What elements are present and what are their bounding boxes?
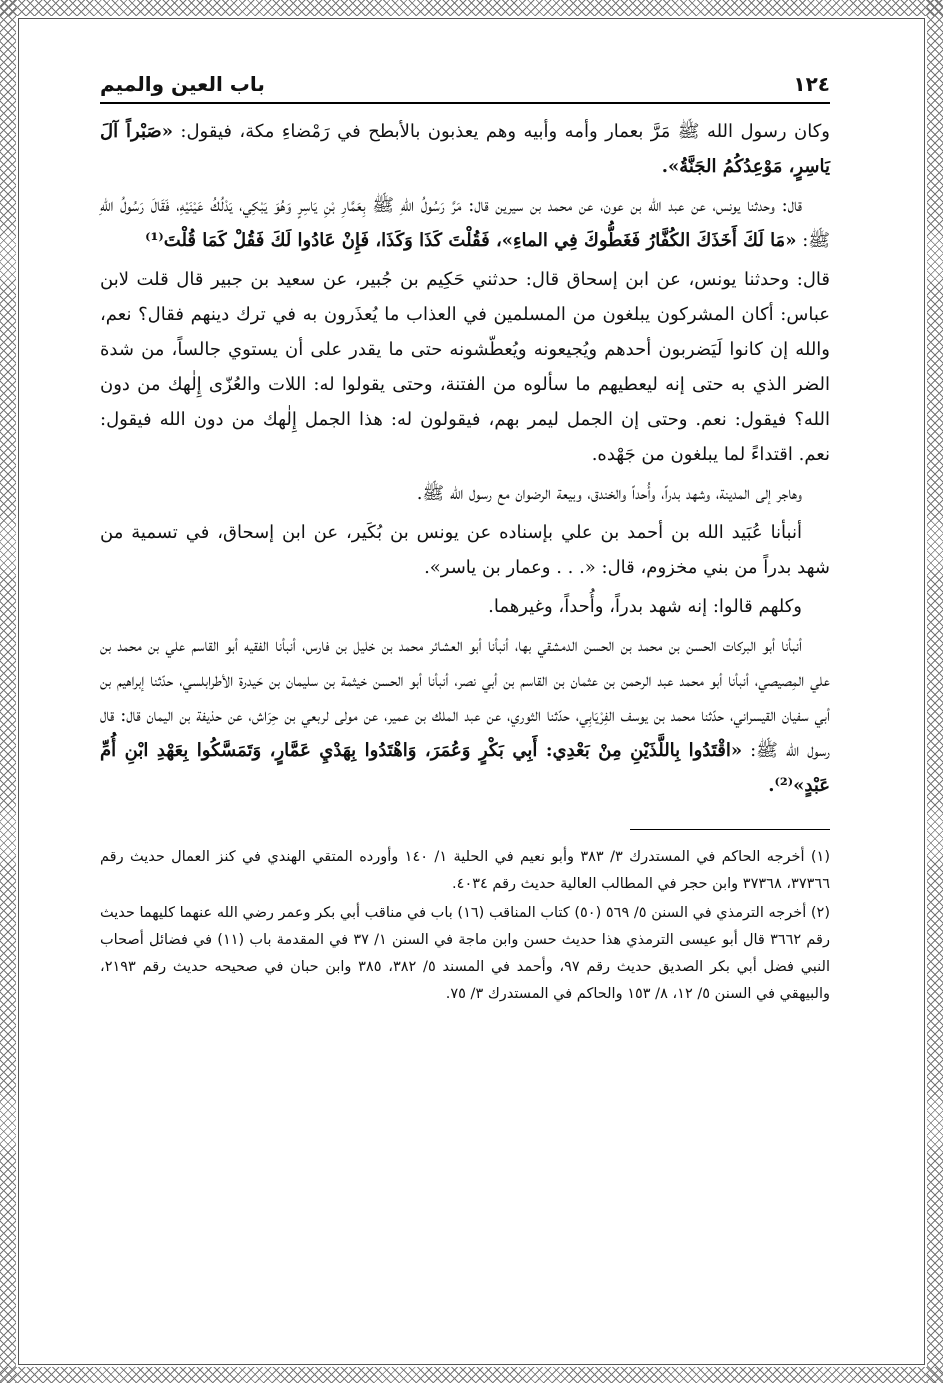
decorative-border-bottom [0,1367,943,1383]
page-number: ١٢٤ [793,72,830,96]
paragraph-4 [100,476,830,511]
decorative-border-right [927,0,943,1383]
decorative-border-top [0,0,943,16]
footnote-2: (٢) أخرجه الترمذي في السنن ٥/ ٥٦٩ (٥٠) كتاب المناقب (١٦) باب في مناقب أبي بكر وعمر رضي الله عنهما كليهما حديث رقم ٣٦٦٢ قال أبو عيسى الترمذي هذا حديث حسن وابن ماجة في السنن ١/ ٣٧ في المقدمة باب (١١) في فضائل أصحاب النبي فضل أبي بكر الصديق حديث رقم ٩٧، وأحمد في المسند ٥/ ٣٨٢، ٣٨٥ وابن حبان في صحيحه حديث رقم ٢١٩٣، والبيهقي في السنن ٥/ ١٢، ٨/ ١٥٣ والحاكم في المستدرك ٣/ ٧٥. [100,905,831,1002]
paragraph-6 [100,589,830,624]
paragraph-7 [100,628,830,803]
hadith-quote: «صَبْراً آلَ يَاسِرٍ، مَوْعِدُكُمُ الجَنَّةُ». [100,121,830,177]
paragraph-text: وكان رسول الله ﷺ مَرَّ بعمار وأمه وأبيه وهم يعذبون بالأبطح في رَمْضاءِ مكة، فيقول: [180,121,830,142]
paragraph-text: أنبأنا أبو البركات الحسن بن محمد بن الحسن الدمشقي بها، أنبأنا أبو العشائر محمد بن خليل بن فارس، أنبأنا الفقيه أبو القاسم علي بن محمد بن علي المِصيصي، أنبأنا أبو محمد عبد الرحمن بن عثمان بن القاسم بن أبي نصر، أنبأنا أبو الحسن خيثمة بن سليمان بن حَيدرة الأطرابلسي، حدّثنا إبراهيم بن أبي سفيان القيسراني، حدّثنا محمد بن يوسف الفِرْيَابِي، حدّثنا الثوري، عن عبد الملك بن عمير، عن مولى لربعي بن حِرَاش، عن حذيفة بن اليمان قال: قال رسول الله ﷺ: [100,635,830,761]
hadith-quote: «مَا لَكَ أَخَذَكَ الكُفَّارُ فَغَطُّوكَ فِي الماءِ»، فَقُلْتَ كَذَا وَكَذَا، فَإِنْ عَادُوا لَكَ فَقُلْ كَمَا قُلْتَ⁽¹⁾ [145,230,797,251]
chapter-title: باب العين والميم [100,72,265,96]
paragraph-text: وهاجر إلى المدينة، وشهد بدراً، وأُحداً والخندق، وبيعة الرضوان مع رسول الله ﷺ. [416,483,802,504]
paragraph-text: قال: وحدثنا يونس، عن ابن إسحاق قال: حدثني حَكِيم بن جُبير، عن سعيد بن جبير قال قلت لابن عباس: أكان المشركون يبلغون من المسلمين في العذاب ما يُعذَرون به في ترك دينهم فقال؟ نعم، والله إن كانوا لَيَضربون أحدهم ويُجيعونه ويُعطّشونه حتى ما يقدر على أن يستوي جالساً، من شدة الضر الذي به حتى إنه ليعطيهم ما سألوه من الفتنة، وحتى يقولوا له: اللات والعُزّى إِلٰهك من دون الله؟ فيقول: نعم. وحتى إن الجمل ليمر بهم، فيقولون له: هذا الجمل إِلٰهك من دون الله فيقول: نعم. اقتداءً لما يبلغون من جَهْده. [100,269,830,465]
paragraph-3 [100,262,830,472]
page-header [100,72,830,104]
book-page [100,72,830,1010]
hadith-quote: «اقْتَدُوا بِاللَّذَيْنِ مِنْ بَعْدِي: أَبِي بَكْرٍ وَعُمَرَ، وَاهْتَدُوا بِهَدْيِ عَمَّارٍ، وَتَمَسَّكُوا بِعَهْدِ ابْنِ أُمِّ عَبْدٍ»⁽²⁾. [100,740,830,796]
paragraph-2 [100,188,830,258]
footnote-divider [630,829,830,830]
paragraph-1 [100,114,830,184]
footnote-1: (١) أخرجه الحاكم في المستدرك ٣/ ٣٨٣ وأبو نعيم في الحلية ١/ ١٤٠ وأورده المتقي الهندي في كنز العمال حديث رقم ٣٧٣٦٦، ٣٧٣٦٨ وابن حجر في المطالب العالية حديث رقم ٤٠٣٤. [100,849,831,892]
paragraph-text: قال: وحدثنا يونس، عن عبد الله بن عون، عن محمد بن سيرين قال: مَرَّ رَسُولُ اللهِ ﷺ بِعَمَّارِ بْنِ يَاسِرٍ وَهُوَ يَبْكِي، يَدْلُكُ عَيْنَيْهِ، فَقَالَ رَسُولُ اللهِ ﷺ: [100,195,830,251]
paragraph-5 [100,515,830,585]
paragraph-text: وكلهم قالوا: إنه شهد بدراً، وأُحداً، وغيرهما. [488,596,802,617]
paragraph-text: أنبأنا عُبَيد الله بن أحمد بن علي بإسناده عن يونس بن بُكَير، عن ابن إسحاق، في تسمية من شهد بدراً من بني مخزوم، قال: «. . . وعمار بن ياسر». [100,522,830,578]
decorative-border-left [0,0,16,1383]
